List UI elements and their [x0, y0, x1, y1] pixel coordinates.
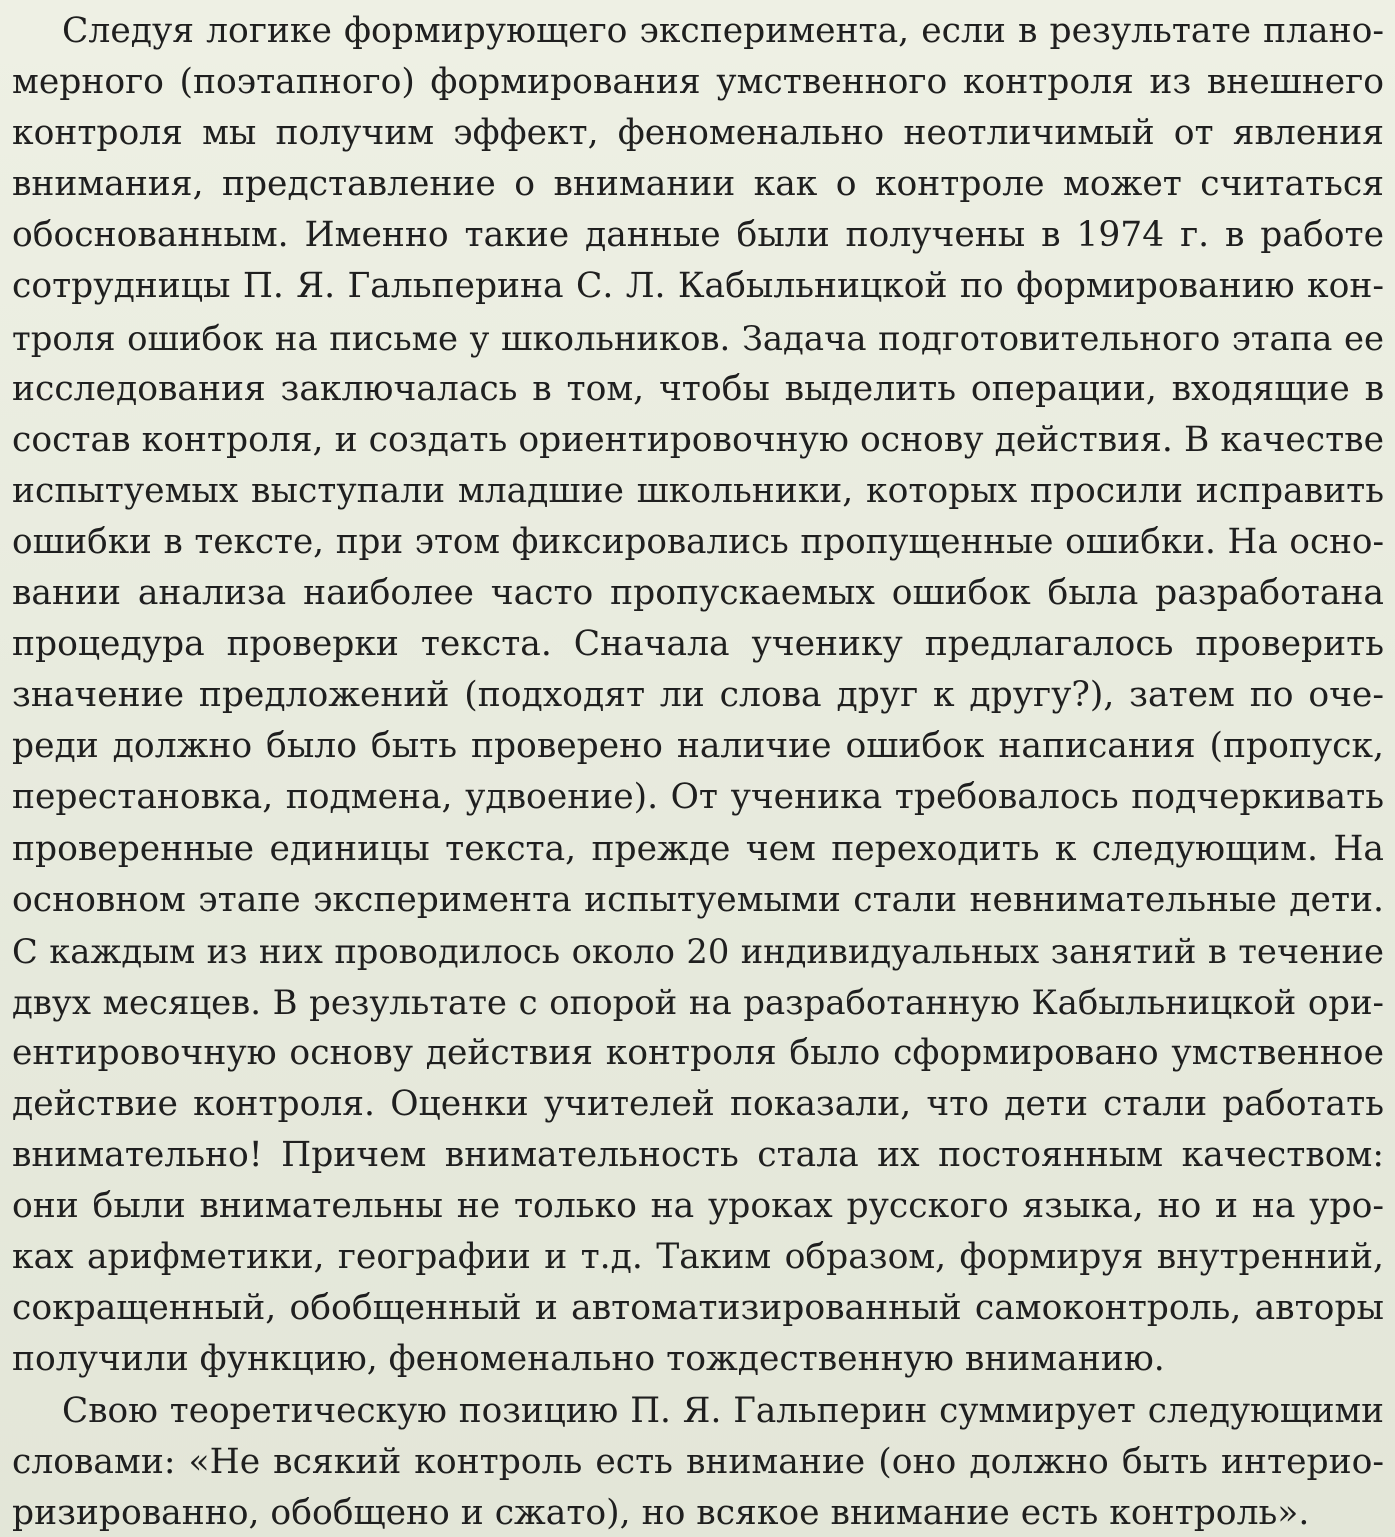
text-line: внимательно! Причем внимательность стала их постоянным качеством: — [12, 1135, 1384, 1176]
text-line: они были внимательны не только на уроках русского языка, но и на уро- — [12, 1186, 1384, 1227]
text-line: реди должно было быть проверено наличие ошибок написания (пропуск, — [12, 726, 1384, 767]
text-line: внимания, представление о внимании как о контроле может считаться — [12, 164, 1384, 205]
text-line: ентировочную основу действия контроля было сформировано умственное — [12, 1032, 1384, 1073]
body-text — [12, 6, 1384, 1537]
text-line: сотрудницы П. Я. Гальперина С. Л. Кабыльницкой по формированию кон- — [12, 266, 1384, 307]
text-line: получили функцию, феноменально тождественную вниманию. — [12, 1339, 1165, 1380]
text-line: исследования заключалась в том, чтобы выделить операции, входящие в — [12, 368, 1384, 409]
paragraph-2 — [12, 1386, 1384, 1537]
text-line: вании анализа наиболее часто пропускаемых ошибок была разработана — [12, 573, 1384, 614]
text-line: обоснованным. Именно такие данные были получены в 1974 г. в работе — [12, 215, 1384, 256]
text-line: Свою теоретическую позицию П. Я. Гальперин суммирует следующими — [62, 1390, 1384, 1431]
text-line: сокращенный, обобщенный и автоматизированный самоконтроль, авторы — [12, 1288, 1384, 1329]
text-line: троля ошибок на письме у школьников. Задача подготовительного этапа ее — [12, 318, 1384, 358]
text-line: С каждым из них проводилось около 20 индивидуальных занятий в течение — [12, 931, 1384, 971]
text-line: процедура проверки текста. Сначала ученику предлагалось проверить — [12, 624, 1384, 665]
text-line: состав контроля, и создать ориентировочную основу действия. В качестве — [12, 419, 1384, 460]
text-line: мерного (поэтапного) формирования умственного контроля из внешнего — [12, 62, 1384, 103]
text-line: ках арифметики, географии и т.д. Таким образом, формируя внутренний, — [12, 1237, 1384, 1278]
text-line: испытуемых выступали младшие школьники, которых просили исправить — [12, 470, 1384, 511]
text-line: перестановка, подмена, удвоение). От ученика требовалось подчеркивать — [12, 777, 1384, 818]
text-line: проверенные единицы текста, прежде чем переходить к следующим. На — [12, 828, 1384, 869]
text-line: контроля мы получим эффект, феноменально неотличимый от явления — [12, 113, 1384, 154]
text-line: основном этапе эксперимента испытуемыми стали невнимательные дети. — [12, 879, 1384, 920]
text-line: значение предложений (подходят ли слова друг к другу?), затем по оче- — [12, 675, 1384, 716]
text-line: действие контроля. Оценки учителей показали, что дети стали работать — [12, 1083, 1384, 1124]
text-line: ризированно, обобщено и сжато), но всякое внимание есть контроль». — [12, 1492, 1310, 1533]
text-line: словами: «Не всякий контроль есть внимание (оно должно быть интерио- — [12, 1441, 1384, 1482]
text-line: двух месяцев. В результате с опорой на разработанную Кабыльницкой ори- — [12, 982, 1384, 1022]
paragraph-1 — [12, 6, 1384, 1386]
text-line: Следуя логике формирующего эксперимента, если в результате плано- — [62, 11, 1384, 51]
text-line: ошибки в тексте, при этом фиксировались пропущенные ошибки. На осно- — [12, 521, 1384, 562]
